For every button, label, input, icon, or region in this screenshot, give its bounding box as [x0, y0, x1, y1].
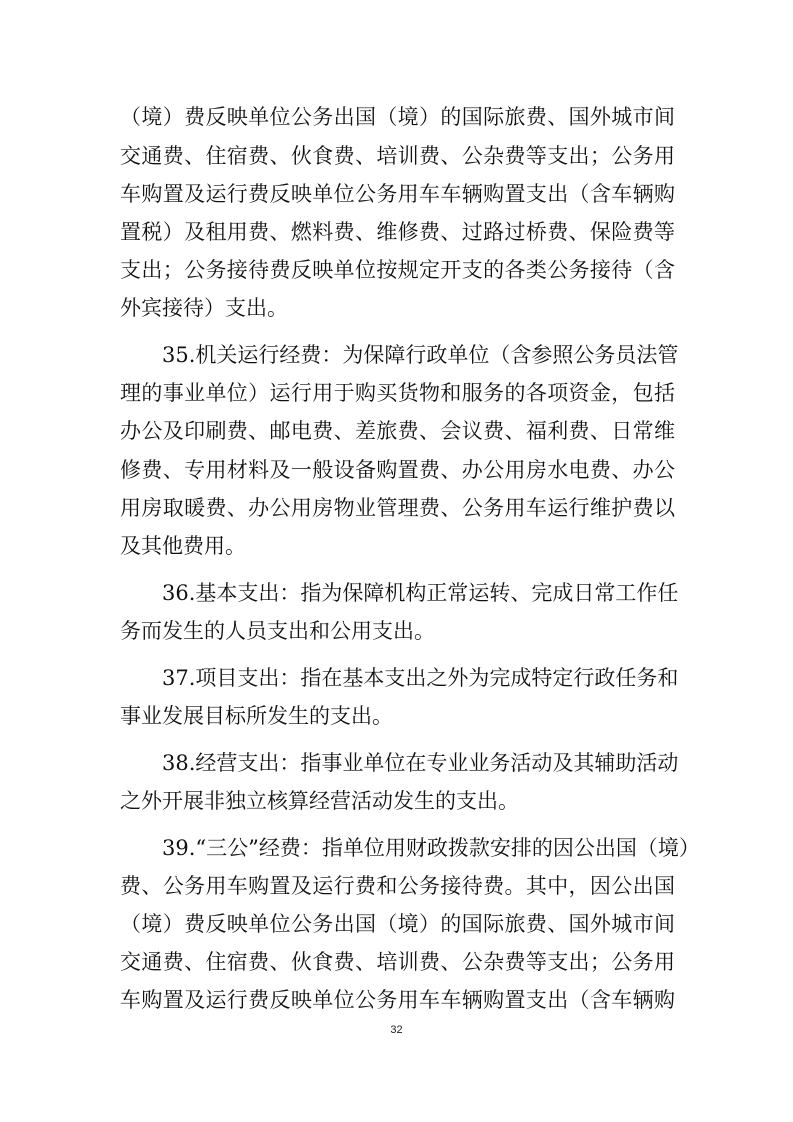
text-line: 车购置及运行费反映单位公务用车车辆购置支出（含车辆购 — [120, 988, 675, 1012]
text-line: 外宾接待）支出。 — [120, 296, 288, 320]
text-line: 用房取暖费、办公用房物业管理费、公务用车运行维护费以 — [120, 496, 675, 520]
paragraph-35-start: 35.机关运行经费：为保障行政单位（含参照公务员法管 — [162, 343, 679, 367]
text-line: 之外开展非独立核算经营活动发生的支出。 — [120, 789, 519, 813]
text-line: 事业发展目标所发生的支出。 — [120, 704, 393, 728]
text-line: 务而发生的人员支出和公用支出。 — [120, 619, 435, 643]
text-line: 交通费、住宿费、伙食费、培训费、公杂费等支出；公务用 — [120, 144, 675, 168]
text-line: 车购置及运行费反映单位公务用车车辆购置支出（含车辆购 — [120, 182, 675, 206]
text-line: 及其他费用。 — [120, 534, 246, 558]
paragraph-36-start: 36.基本支出：指为保障机构正常运转、完成日常工作任 — [162, 581, 679, 605]
text-line: 交通费、住宿费、伙食费、培训费、公杂费等支出；公务用 — [120, 950, 675, 974]
paragraph-37-start: 37.项目支出：指在基本支出之外为完成特定行政任务和 — [162, 666, 679, 690]
text-line: 置税）及租用费、燃料费、维修费、过路过桥费、保险费等 — [120, 220, 675, 244]
text-line: 支出；公务接待费反映单位按规定开支的各类公务接待（含 — [120, 258, 675, 282]
text-line: （境）费反映单位公务出国（境）的国际旅费、国外城市间 — [120, 105, 675, 129]
page-number: 32 — [390, 1024, 403, 1036]
paragraph-38-start: 38.经营支出：指事业单位在专业业务活动及其辅助活动 — [162, 751, 679, 775]
text-line: 费、公务用车购置及运行费和公务接待费。其中，因公出国 — [120, 874, 675, 898]
paragraph-39-start: 39.“三公”经费：指单位用财政拨款安排的因公出国（境） — [162, 836, 700, 860]
text-line: 办公及印刷费、邮电费、差旅费、会议费、福利费、日常维 — [120, 419, 675, 443]
text-line: 理的事业单位）运行用于购买货物和服务的各项资金，包括 — [120, 381, 675, 405]
text-line: 修费、专用材料及一般设备购置费、办公用房水电费、办公 — [120, 458, 675, 482]
text-line: （境）费反映单位公务出国（境）的国际旅费、国外城市间 — [120, 912, 675, 936]
